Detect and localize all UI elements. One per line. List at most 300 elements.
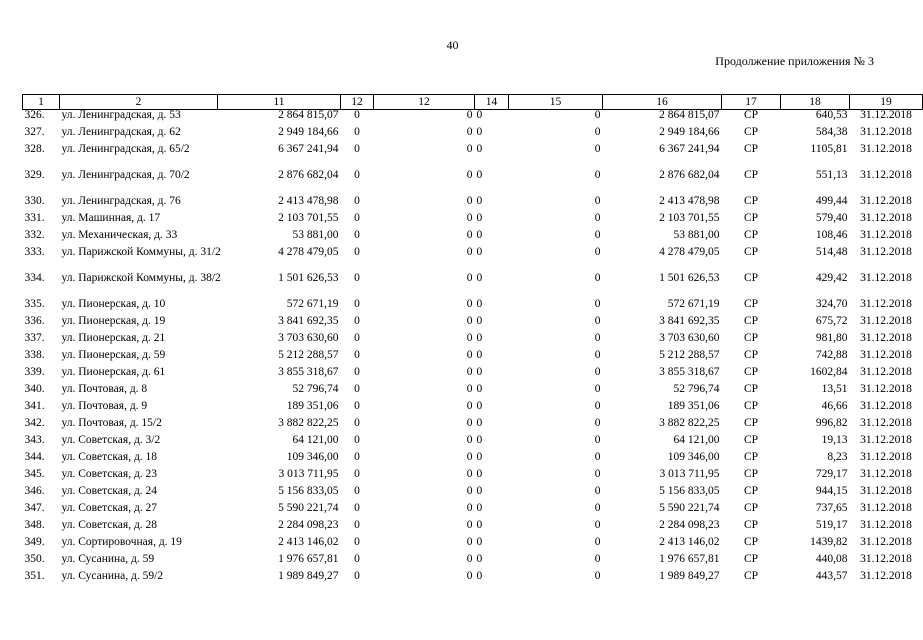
address-cell: ул. Советская, д. 27 <box>61 501 158 514</box>
value-cell: 0 <box>476 518 483 531</box>
date-cell: 31.12.2018 <box>860 382 912 395</box>
value-cell: 0 <box>466 535 473 548</box>
value-cell: 46,66 <box>821 399 848 412</box>
value-cell: 0 <box>354 297 360 310</box>
value-cell: 0 <box>354 467 360 480</box>
date-cell: 31.12.2018 <box>860 125 912 138</box>
value-cell: 4 278 479,05 <box>278 245 339 258</box>
address-cell: ул. Сортировочная, д. 19 <box>61 535 182 548</box>
value-cell: 0 <box>354 501 360 514</box>
code-cell: СР <box>743 501 759 514</box>
value-cell: 1 976 657,81 <box>659 552 720 565</box>
value-cell: 1 976 657,81 <box>278 552 339 565</box>
value-cell: 0 <box>354 450 360 463</box>
address-cell: ул. Ленинградская, д. 70/2 <box>61 168 190 181</box>
value-cell: 5 156 833,05 <box>278 484 339 497</box>
value-cell: 0 <box>354 365 360 378</box>
table-row <box>23 571 923 588</box>
table-row <box>23 418 923 435</box>
date-cell: 31.12.2018 <box>860 211 912 224</box>
value-cell: 0 <box>594 348 601 361</box>
value-cell: 0 <box>466 245 473 258</box>
value-cell: 0 <box>476 416 483 429</box>
value-cell: 0 <box>476 382 483 395</box>
row-number: 330. <box>24 194 45 207</box>
row-number: 329. <box>24 168 45 181</box>
table-row <box>23 127 923 144</box>
value-cell: 2 413 478,98 <box>278 194 339 207</box>
value-cell: 0 <box>466 382 473 395</box>
value-cell: 324,70 <box>815 297 848 310</box>
address-cell: ул. Пионерская, д. 59 <box>61 348 166 361</box>
value-cell: 0 <box>476 501 483 514</box>
address-cell: ул. Механическая, д. 33 <box>61 228 178 241</box>
row-number: 345. <box>24 467 45 480</box>
value-cell: 64 121,00 <box>292 433 339 446</box>
value-cell: 2 103 701,55 <box>659 211 720 224</box>
value-cell: 429,42 <box>815 271 848 284</box>
row-number: 344. <box>24 450 45 463</box>
value-cell: 2 876 682,04 <box>278 168 339 181</box>
table-row <box>23 367 923 384</box>
value-cell: 440,08 <box>815 552 848 565</box>
address-cell: ул. Парижской Коммуны, д. 38/2 <box>61 271 221 284</box>
date-cell: 31.12.2018 <box>860 416 912 429</box>
value-cell: 0 <box>476 228 483 241</box>
value-cell: 1439,82 <box>810 535 848 548</box>
address-cell: ул. Ленинградская, д. 62 <box>61 125 181 138</box>
appendix-note: Продолжение приложения № 3 <box>715 54 874 68</box>
value-cell: 640,53 <box>815 109 848 121</box>
row-number: 349. <box>24 535 45 548</box>
value-cell: 2 949 184,66 <box>278 125 339 138</box>
value-cell: 5 590 221,74 <box>659 501 720 514</box>
value-cell: 5 156 833,05 <box>659 484 720 497</box>
value-cell: 0 <box>594 416 601 429</box>
value-cell: 0 <box>354 125 360 138</box>
code-cell: СР <box>743 416 759 429</box>
value-cell: 0 <box>476 484 483 497</box>
column-header: 17 <box>722 95 781 110</box>
value-cell: 0 <box>354 331 360 344</box>
address-cell: ул. Пионерская, д. 10 <box>61 297 166 310</box>
code-cell: СР <box>743 467 759 480</box>
code-cell: СР <box>743 271 759 284</box>
table-row <box>23 333 923 350</box>
date-cell: 31.12.2018 <box>860 168 912 181</box>
code-cell: СР <box>743 228 759 241</box>
date-cell: 31.12.2018 <box>860 194 912 207</box>
table-row <box>23 435 923 452</box>
value-cell: 0 <box>354 399 360 412</box>
date-cell: 31.12.2018 <box>860 433 912 446</box>
value-cell: 3 882 822,25 <box>278 416 339 429</box>
value-cell: 2 413 478,98 <box>659 194 720 207</box>
value-cell: 2 876 682,04 <box>659 168 720 181</box>
value-cell: 0 <box>466 297 473 310</box>
value-cell: 3 855 318,67 <box>278 365 339 378</box>
value-cell: 0 <box>354 518 360 531</box>
date-cell: 31.12.2018 <box>860 109 912 121</box>
value-cell: 0 <box>476 331 483 344</box>
value-cell: 0 <box>354 109 360 121</box>
value-cell: 53 881,00 <box>292 228 339 241</box>
date-cell: 31.12.2018 <box>860 501 912 514</box>
row-number: 340. <box>24 382 45 395</box>
address-cell: ул. Машинная, д. 17 <box>61 211 161 224</box>
table-row <box>23 273 923 299</box>
value-cell: 189 351,06 <box>286 399 339 412</box>
value-cell: 0 <box>466 228 473 241</box>
address-cell: ул. Советская, д. 18 <box>61 450 158 463</box>
value-cell: 737,65 <box>815 501 848 514</box>
value-cell: 0 <box>594 228 601 241</box>
value-cell: 52 796,74 <box>292 382 339 395</box>
table-row <box>23 537 923 554</box>
value-cell: 944,15 <box>815 484 848 497</box>
value-cell: 0 <box>594 297 601 310</box>
page-number: 40 <box>446 38 459 52</box>
value-cell: 996,82 <box>815 416 848 429</box>
column-header: 2 <box>60 95 218 110</box>
code-cell: СР <box>743 382 759 395</box>
row-number: 334. <box>24 271 45 284</box>
value-cell: 13,51 <box>821 382 848 395</box>
code-cell: СР <box>743 450 759 463</box>
column-header: 18 <box>781 95 850 110</box>
row-number: 351. <box>24 569 45 582</box>
value-cell: 0 <box>594 518 601 531</box>
value-cell: 0 <box>476 467 483 480</box>
table-row <box>23 554 923 571</box>
column-header: 12 <box>341 95 374 110</box>
date-cell: 31.12.2018 <box>860 467 912 480</box>
value-cell: 19,13 <box>821 433 848 446</box>
code-cell: СР <box>743 399 759 412</box>
value-cell: 0 <box>476 211 483 224</box>
value-cell: 0 <box>354 433 360 446</box>
value-cell: 3 703 630,60 <box>659 331 720 344</box>
value-cell: 0 <box>466 416 473 429</box>
address-cell: ул. Пионерская, д. 21 <box>61 331 166 344</box>
value-cell: 0 <box>476 535 483 548</box>
value-cell: 5 212 288,57 <box>659 348 720 361</box>
table-row <box>23 196 923 213</box>
table-row <box>23 452 923 469</box>
value-cell: 2 949 184,66 <box>659 125 720 138</box>
table-row <box>23 503 923 520</box>
code-cell: СР <box>743 484 759 497</box>
value-cell: 0 <box>354 382 360 395</box>
value-cell: 8,23 <box>827 450 848 463</box>
address-cell: ул. Советская, д. 24 <box>61 484 158 497</box>
address-cell: ул. Почтовая, д. 8 <box>61 382 148 395</box>
table-header-row <box>23 95 923 110</box>
value-cell: 514,48 <box>815 245 848 258</box>
value-cell: 0 <box>354 348 360 361</box>
date-cell: 31.12.2018 <box>860 142 912 155</box>
date-cell: 31.12.2018 <box>860 450 912 463</box>
row-number: 331. <box>24 211 45 224</box>
address-cell: ул. Советская, д. 3/2 <box>61 433 161 446</box>
value-cell: 109 346,00 <box>286 450 339 463</box>
value-cell: 0 <box>466 194 473 207</box>
value-cell: 6 367 241,94 <box>278 142 339 155</box>
value-cell: 0 <box>354 245 360 258</box>
value-cell: 2 864 815,07 <box>659 109 720 121</box>
value-cell: 0 <box>466 399 473 412</box>
table-row <box>23 350 923 367</box>
value-cell: 4 278 479,05 <box>659 245 720 258</box>
value-cell: 0 <box>594 484 601 497</box>
value-cell: 0 <box>466 109 473 121</box>
value-cell: 0 <box>354 314 360 327</box>
value-cell: 0 <box>594 501 601 514</box>
value-cell: 6 367 241,94 <box>659 142 720 155</box>
date-cell: 31.12.2018 <box>860 365 912 378</box>
value-cell: 579,40 <box>815 211 848 224</box>
value-cell: 0 <box>476 314 483 327</box>
address-cell: ул. Ленинградская, д. 53 <box>61 109 181 121</box>
value-cell: 0 <box>594 433 601 446</box>
value-cell: 0 <box>466 211 473 224</box>
date-cell: 31.12.2018 <box>860 297 912 310</box>
value-cell: 675,72 <box>815 314 848 327</box>
value-cell: 189 351,06 <box>667 399 720 412</box>
table-row <box>23 110 923 127</box>
value-cell: 0 <box>594 569 601 582</box>
value-cell: 0 <box>476 271 483 284</box>
value-cell: 0 <box>466 314 473 327</box>
address-cell: ул. Почтовая, д. 9 <box>61 399 148 412</box>
value-cell: 0 <box>594 245 601 258</box>
row-number: 327. <box>24 125 45 138</box>
column-header: 1 <box>23 95 60 110</box>
value-cell: 0 <box>466 271 473 284</box>
value-cell: 0 <box>594 535 601 548</box>
address-cell: ул. Советская, д. 23 <box>61 467 158 480</box>
value-cell: 109 346,00 <box>667 450 720 463</box>
value-cell: 519,17 <box>815 518 848 531</box>
code-cell: СР <box>743 535 759 548</box>
row-number: 326. <box>24 109 45 121</box>
row-number: 348. <box>24 518 45 531</box>
value-cell: 1 989 849,27 <box>278 569 339 582</box>
value-cell: 0 <box>594 467 601 480</box>
code-cell: СР <box>743 194 759 207</box>
code-cell: СР <box>743 168 759 181</box>
value-cell: 0 <box>594 194 601 207</box>
value-cell: 0 <box>354 416 360 429</box>
value-cell: 0 <box>594 142 601 155</box>
value-cell: 64 121,00 <box>673 433 720 446</box>
value-cell: 0 <box>466 484 473 497</box>
value-cell: 0 <box>594 271 601 284</box>
value-cell: 2 284 098,23 <box>659 518 720 531</box>
value-cell: 0 <box>594 314 601 327</box>
value-cell: 0 <box>476 125 483 138</box>
value-cell: 0 <box>354 552 360 565</box>
value-cell: 0 <box>476 109 483 121</box>
value-cell: 0 <box>466 433 473 446</box>
value-cell: 0 <box>354 194 360 207</box>
value-cell: 3 841 692,35 <box>659 314 720 327</box>
row-number: 338. <box>24 348 45 361</box>
table-row <box>23 384 923 401</box>
value-cell: 0 <box>594 211 601 224</box>
date-cell: 31.12.2018 <box>860 331 912 344</box>
table-row <box>23 213 923 230</box>
value-cell: 742,88 <box>815 348 848 361</box>
value-cell: 0 <box>594 399 601 412</box>
value-cell: 0 <box>594 552 601 565</box>
address-cell: ул. Парижской Коммуны, д. 31/2 <box>61 245 221 258</box>
value-cell: 0 <box>466 125 473 138</box>
value-cell: 3 013 711,95 <box>278 467 339 480</box>
value-cell: 0 <box>476 297 483 310</box>
code-cell: СР <box>743 314 759 327</box>
code-cell: СР <box>743 433 759 446</box>
value-cell: 0 <box>354 271 360 284</box>
date-cell: 31.12.2018 <box>860 348 912 361</box>
value-cell: 3 882 822,25 <box>659 416 720 429</box>
value-cell: 0 <box>466 365 473 378</box>
table-row <box>23 230 923 247</box>
row-number: 341. <box>24 399 45 412</box>
value-cell: 0 <box>466 518 473 531</box>
value-cell: 0 <box>354 211 360 224</box>
value-cell: 0 <box>466 348 473 361</box>
value-cell: 0 <box>476 399 483 412</box>
date-cell: 31.12.2018 <box>860 484 912 497</box>
value-cell: 2 413 146,02 <box>659 535 720 548</box>
register-table <box>22 94 923 588</box>
value-cell: 0 <box>476 552 483 565</box>
row-number: 347. <box>24 501 45 514</box>
row-number: 343. <box>24 433 45 446</box>
value-cell: 1 989 849,27 <box>659 569 720 582</box>
code-cell: СР <box>743 142 759 155</box>
value-cell: 0 <box>476 168 483 181</box>
row-number: 335. <box>24 297 45 310</box>
value-cell: 5 590 221,74 <box>278 501 339 514</box>
value-cell: 499,44 <box>815 194 848 207</box>
value-cell: 2 864 815,07 <box>278 109 339 121</box>
value-cell: 0 <box>476 194 483 207</box>
row-number: 332. <box>24 228 45 241</box>
value-cell: 0 <box>594 365 601 378</box>
value-cell: 0 <box>466 467 473 480</box>
code-cell: СР <box>743 518 759 531</box>
address-cell: ул. Советская, д. 28 <box>61 518 158 531</box>
row-number: 346. <box>24 484 45 497</box>
date-cell: 31.12.2018 <box>860 535 912 548</box>
value-cell: 0 <box>354 569 360 582</box>
address-cell: ул. Почтовая, д. 15/2 <box>61 416 162 429</box>
code-cell: СР <box>743 211 759 224</box>
value-cell: 1602,84 <box>810 365 848 378</box>
column-header: 16 <box>603 95 722 110</box>
value-cell: 0 <box>594 450 601 463</box>
address-cell: ул. Пионерская, д. 61 <box>61 365 166 378</box>
value-cell: 729,17 <box>815 467 848 480</box>
value-cell: 0 <box>466 450 473 463</box>
value-cell: 584,38 <box>815 125 848 138</box>
date-cell: 31.12.2018 <box>860 552 912 565</box>
column-header: 19 <box>850 95 923 110</box>
date-cell: 31.12.2018 <box>860 569 912 582</box>
value-cell: 0 <box>466 168 473 181</box>
value-cell: 2 103 701,55 <box>278 211 339 224</box>
value-cell: 2 284 098,23 <box>278 518 339 531</box>
table-row <box>23 144 923 170</box>
value-cell: 0 <box>476 348 483 361</box>
row-number: 337. <box>24 331 45 344</box>
value-cell: 0 <box>354 142 360 155</box>
table-row <box>23 247 923 273</box>
value-cell: 572 671,19 <box>667 297 720 310</box>
value-cell: 0 <box>594 331 601 344</box>
value-cell: 0 <box>354 168 360 181</box>
address-cell: ул. Сусанина, д. 59/2 <box>61 569 164 582</box>
value-cell: 52 796,74 <box>673 382 720 395</box>
table-row <box>23 469 923 486</box>
value-cell: 0 <box>466 569 473 582</box>
date-cell: 31.12.2018 <box>860 314 912 327</box>
code-cell: СР <box>743 552 759 565</box>
value-cell: 0 <box>594 109 601 121</box>
code-cell: СР <box>743 125 759 138</box>
code-cell: СР <box>743 365 759 378</box>
value-cell: 0 <box>476 365 483 378</box>
row-number: 336. <box>24 314 45 327</box>
value-cell: 0 <box>466 331 473 344</box>
date-cell: 31.12.2018 <box>860 228 912 241</box>
value-cell: 0 <box>594 125 601 138</box>
code-cell: СР <box>743 569 759 582</box>
value-cell: 0 <box>466 552 473 565</box>
table-row <box>23 486 923 503</box>
value-cell: 0 <box>476 142 483 155</box>
column-header: 14 <box>475 95 509 110</box>
value-cell: 1 501 626,53 <box>659 271 720 284</box>
value-cell: 0 <box>476 245 483 258</box>
row-number: 342. <box>24 416 45 429</box>
value-cell: 3 841 692,35 <box>278 314 339 327</box>
value-cell: 0 <box>354 535 360 548</box>
table-row <box>23 299 923 316</box>
column-header: 11 <box>218 95 341 110</box>
address-cell: ул. Ленинградская, д. 76 <box>61 194 181 207</box>
value-cell: 2 413 146,02 <box>278 535 339 548</box>
address-cell: ул. Пионерская, д. 19 <box>61 314 166 327</box>
value-cell: 443,57 <box>815 569 848 582</box>
row-number: 333. <box>24 245 45 258</box>
date-cell: 31.12.2018 <box>860 518 912 531</box>
value-cell: 3 013 711,95 <box>659 467 720 480</box>
value-cell: 0 <box>476 433 483 446</box>
date-cell: 31.12.2018 <box>860 245 912 258</box>
value-cell: 551,13 <box>815 168 848 181</box>
row-number: 350. <box>24 552 45 565</box>
table-row <box>23 401 923 418</box>
row-number: 328. <box>24 142 45 155</box>
value-cell: 0 <box>354 228 360 241</box>
value-cell: 0 <box>476 450 483 463</box>
value-cell: 0 <box>476 569 483 582</box>
code-cell: СР <box>743 109 759 121</box>
value-cell: 1 501 626,53 <box>278 271 339 284</box>
